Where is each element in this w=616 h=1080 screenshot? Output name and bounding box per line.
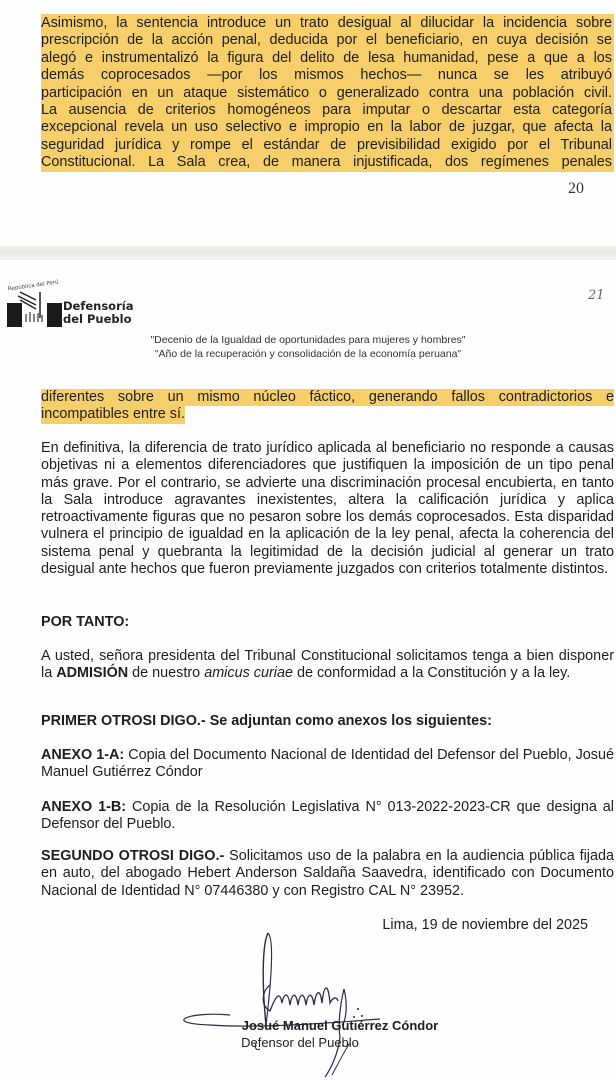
annex-1b-text: Copia de la Resolución Legislativa N° 013-2022-2023-CR que designa al Defensor del Pueblo. (41, 799, 615, 833)
page-number: 20 (568, 180, 584, 197)
segundo-otrosi-label: SEGUNDO OTROSI DIGO.- (41, 848, 225, 864)
text-line: demás coprocesados —por los mismos hechos— nunca se les atribuyó (41, 67, 612, 84)
por-tanto-heading: POR TANTO: (41, 614, 130, 630)
logo-text (63, 300, 133, 325)
highlight-line-1: diferentes sobre un mismo núcleo fáctico, generando fallos contradictorios e (41, 389, 614, 405)
date-line: Lima, 19 de noviembre del 2025 (382, 917, 588, 933)
text-line: participación en un ataque sistemático o generalizado contra una población civil. (41, 84, 612, 101)
text-line (41, 389, 614, 406)
paragraph-lines (41, 15, 612, 172)
text-line: excepcional revela un uso selectivo e impropio en la labor de juzgar, que afecta la (41, 119, 612, 136)
petition-text-2: de nuestro (128, 665, 205, 682)
highlight-line-2: incompatibles entre sí. (41, 406, 185, 423)
paragraph-diferencia-trato: En definitiva, la diferencia de trato jurídico aplicada al beneficiario no responde a causas objetivas ni a elementos diferenciadores que justifiquen la imposición de un tipo penal más grave. Por el contrario, se advierte una discriminación procesal encubierta, en tanto la Sala introduce agravantes inexistentes, altera la calificación jurídica y aplica retroactivamente figuras que no pesaron sobre los demás coprocesados. Esta disparidad vulnera el principio de igualdad en la aplicación de la ley penal, afecta la coherencia del sistema penal y quebranta la legitimidad de la decisión judicial al generar un trato desigual ante hechos que fueron previamente juzgados con criterios totalmente distintos. (41, 440, 614, 578)
petition-text-3: de conformidad a la Constitución y a la ley. (292, 665, 571, 682)
text-line: prescripción de la acción penal, deducida por el beneficiario, en cuya decisión se (41, 32, 612, 49)
svg-text:República del Perú: República del Perú (7, 279, 59, 293)
petition-text-1: A usted, señora presidenta del Tribunal Constitucional solicitamos tenga a bien disponer la (41, 648, 614, 682)
handwritten-signature-icon (170, 925, 450, 1080)
logo-line-1: Defensoría (63, 299, 134, 313)
page-separator (0, 246, 616, 260)
continued-highlight (41, 389, 614, 424)
petition-amicus-curiae: amicus curiae (204, 665, 293, 682)
text-line: La ausencia de criterios homogéneos para imputar o descartar esta categoría (41, 102, 612, 119)
petition-paragraph (41, 648, 614, 683)
motto-1: "Decenio de la Igualdad de oportunidades para mujeres y hombres" (150, 334, 466, 346)
signatory-title: Defensor del Pueblo (241, 1035, 359, 1050)
text-line: Asimismo, la sentencia introduce un trato desigual al dilucidar la incidencia sobre (41, 15, 612, 31)
motto-2: "Año de la recuperación y consolidación de la economía peruana" (154, 348, 462, 360)
primer-otrosi-heading: PRIMER OTROSI DIGO.- Se adjuntan como anexos los siguientes: (41, 713, 492, 729)
petition-admision: ADMISIÓN (56, 665, 129, 682)
annex-1b-label: ANEXO 1-B: (41, 799, 127, 815)
segundo-otrosi (41, 848, 614, 900)
annex-1b (41, 799, 614, 834)
annex-1a-text: Copia del Documento Nacional de Identidad del Defensor del Pueblo, Josué Manuel Gutiérrez Cóndor (41, 747, 615, 781)
text-line: alegó e instrumentalizó la figura del delito de lesa humanidad, pese a que a los (41, 49, 612, 66)
page-20 (0, 0, 616, 246)
signatory-name: Josué Manuel Gutiérrez Cóndor (241, 1018, 439, 1033)
annex-1a-label: ANEXO 1-A: (41, 747, 125, 763)
handwritten-page-number: 21 (588, 288, 605, 303)
annex-1a (41, 747, 614, 782)
text-line: Constitucional. La Sala crea, de manera injustificada, dos regímenes penales (41, 154, 612, 171)
logo-line-2: del Pueblo (63, 311, 132, 326)
text-line: seguridad jurídica y rompe el estándar de previsibilidad exigido por el Tribunal (41, 136, 612, 153)
text-line (41, 406, 185, 423)
segundo-otrosi-text: Solicitamos uso de la palabra en la audiencia pública fijada en auto, del abogado Hebert Anderson Saldaña Saavedra, identificado con Documento Nacional de Identidad N° 07446380 y con Registro CAL N° 23952. (41, 848, 614, 899)
